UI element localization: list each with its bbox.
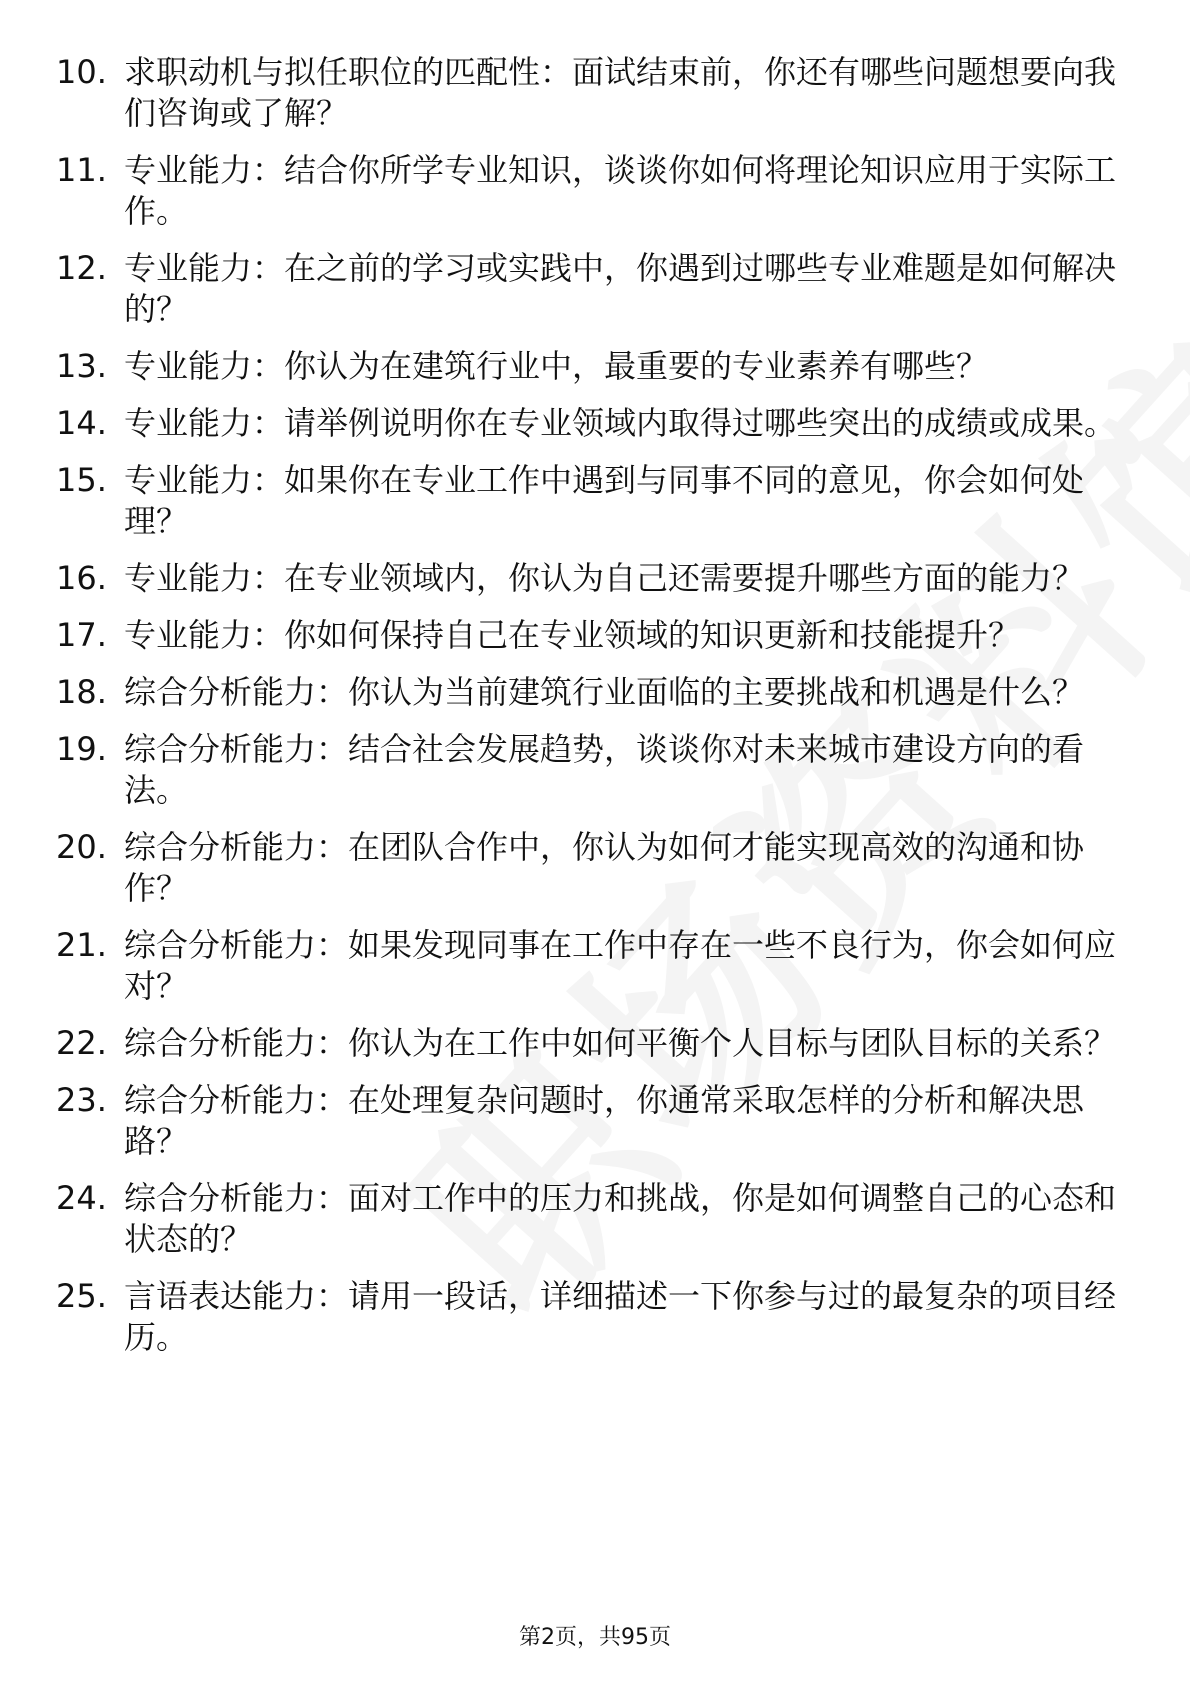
question-text: 专业能力：如果你在专业工作中遇到与同事不同的意见，你会如何处理？	[124, 461, 1085, 540]
question-item	[56, 615, 1116, 656]
question-number: 16.	[56, 559, 107, 597]
question-text: 综合分析能力：你认为当前建筑行业面临的主要挑战和机遇是什么？	[124, 673, 1085, 711]
question-text: 综合分析能力：在团队合作中，你认为如何才能实现高效的沟通和协作？	[124, 828, 1085, 907]
question-item	[56, 1276, 1116, 1358]
question-item	[56, 1080, 1116, 1162]
question-text: 综合分析能力：你认为在工作中如何平衡个人目标与团队目标的关系？	[124, 1024, 1117, 1062]
question-item	[56, 52, 1116, 134]
question-text: 综合分析能力：结合社会发展趋势，谈谈你对未来城市建设方向的看法。	[124, 730, 1085, 809]
question-item	[56, 827, 1116, 909]
question-text: 专业能力：结合你所学专业知识，谈谈你如何将理论知识应用于实际工作。	[124, 151, 1117, 230]
question-number: 25.	[56, 1277, 107, 1315]
question-item	[56, 150, 1116, 232]
question-text: 综合分析能力：如果发现同事在工作中存在一些不良行为，你会如何应对？	[124, 926, 1117, 1005]
question-item	[56, 248, 1116, 330]
question-item	[56, 346, 1116, 387]
question-number: 23.	[56, 1081, 107, 1119]
question-number: 24.	[56, 1179, 107, 1217]
question-text: 求职动机与拟任职位的匹配性：面试结束前，你还有哪些问题想要向我们咨询或了解？	[124, 53, 1117, 132]
question-text: 综合分析能力：面对工作中的压力和挑战，你是如何调整自己的心态和状态的？	[124, 1179, 1117, 1258]
question-number: 10.	[56, 53, 107, 91]
page-footer: 第2页，共95页	[519, 1625, 671, 1650]
question-text: 综合分析能力：在处理复杂问题时，你通常采取怎样的分析和解决思路？	[124, 1081, 1085, 1160]
question-item	[56, 558, 1116, 599]
question-number: 21.	[56, 926, 107, 964]
question-number: 12.	[56, 249, 107, 287]
question-text: 专业能力：在专业领域内，你认为自己还需要提升哪些方面的能力？	[124, 559, 1085, 597]
question-item	[56, 1178, 1116, 1260]
question-text: 专业能力：你如何保持自己在专业领域的知识更新和技能提升？	[124, 616, 1021, 654]
question-item	[56, 672, 1116, 713]
question-text: 专业能力：你认为在建筑行业中，最重要的专业素养有哪些？	[124, 347, 989, 385]
question-number: 18.	[56, 673, 107, 711]
question-item	[56, 729, 1116, 811]
question-text: 专业能力：请举例说明你在专业领域内取得过哪些突出的成绩或成果。	[124, 404, 1117, 442]
question-number: 13.	[56, 347, 107, 385]
question-item	[56, 403, 1116, 444]
question-text: 专业能力：在之前的学习或实践中，你遇到过哪些专业难题是如何解决的？	[124, 249, 1117, 328]
question-text: 言语表达能力：请用一段话，详细描述一下你参与过的最复杂的项目经历。	[124, 1277, 1117, 1356]
question-list	[56, 52, 1116, 1374]
question-number: 14.	[56, 404, 107, 442]
question-number: 15.	[56, 461, 107, 499]
question-number: 22.	[56, 1024, 107, 1062]
question-item	[56, 925, 1116, 1007]
question-number: 11.	[56, 151, 107, 189]
question-number: 20.	[56, 828, 107, 866]
question-number: 17.	[56, 616, 107, 654]
question-number: 19.	[56, 730, 107, 768]
question-item	[56, 460, 1116, 542]
question-item	[56, 1023, 1116, 1064]
